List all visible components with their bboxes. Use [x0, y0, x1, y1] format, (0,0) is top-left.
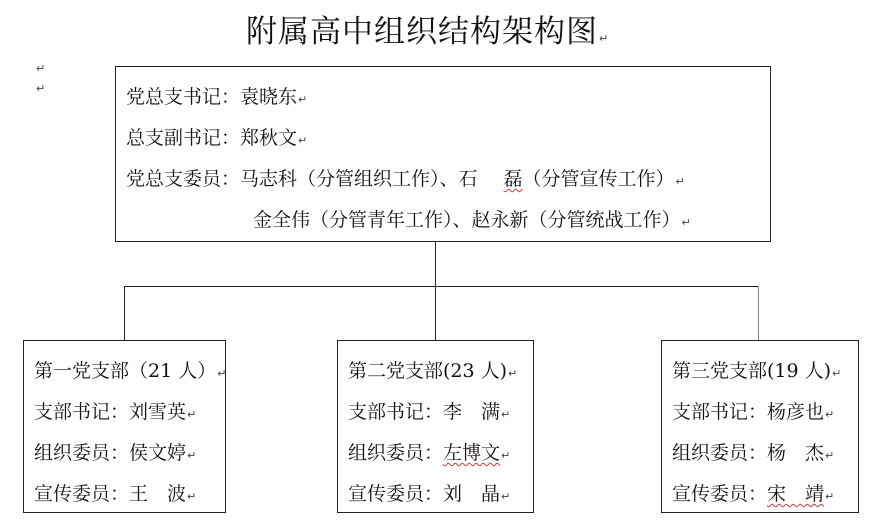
connector-branch-2 [435, 286, 436, 341]
branch-org-member: 组织委员：侯文婷↵ [34, 442, 197, 464]
connector-branch-1 [124, 286, 125, 341]
branch-secretary-line: 党总支书记：袁晓东↵ [126, 86, 308, 108]
branch-propaganda-member: 宣传委员：宋 靖↵ [672, 483, 835, 505]
paragraph-mark-icon: ↵ [36, 82, 46, 95]
branch-name: 第二党支部(23 人)↵ [348, 360, 518, 382]
party-branch-leadership-box [115, 66, 771, 242]
branch-secretary: 支部书记：杨彦也↵ [672, 401, 835, 423]
branch-box-1 [23, 340, 226, 513]
branch-box-2 [337, 340, 534, 513]
branch-name: 第三党支部(19 人)↵ [672, 360, 842, 382]
branch-secretary: 支部书记：李 满↵ [348, 401, 511, 423]
branch-secretary: 支部书记：刘雪英↵ [34, 401, 197, 423]
connector-trunk [435, 242, 436, 287]
paragraph-mark-icon: ↵ [599, 32, 610, 45]
branch-org-member: 组织委员：左博文↵ [348, 442, 511, 464]
branch-propaganda-member: 宣传委员：刘 晶↵ [348, 483, 511, 505]
deputy-secretary-line: 总支副书记：郑秋文↵ [126, 127, 308, 149]
connector-branch-3 [758, 286, 759, 341]
committee-members-line-2: 金全伟（分管青年工作）、赵永新（分管统战工作）↵ [253, 209, 691, 231]
branch-propaganda-member: 宣传委员：王 波↵ [34, 483, 197, 505]
committee-members-line: 党总支委员：马志科（分管组织工作）、石 磊（分管宣传工作）↵ [126, 168, 685, 190]
page-title: 附属高中组织结构架构图↵ [246, 14, 610, 50]
branch-name: 第一党支部（21 人）↵ [34, 360, 227, 382]
connector-horizontal [124, 286, 759, 287]
branch-box-3 [661, 340, 859, 513]
branch-org-member: 组织委员：杨 杰↵ [672, 442, 835, 464]
paragraph-mark-icon: ↵ [36, 62, 46, 75]
